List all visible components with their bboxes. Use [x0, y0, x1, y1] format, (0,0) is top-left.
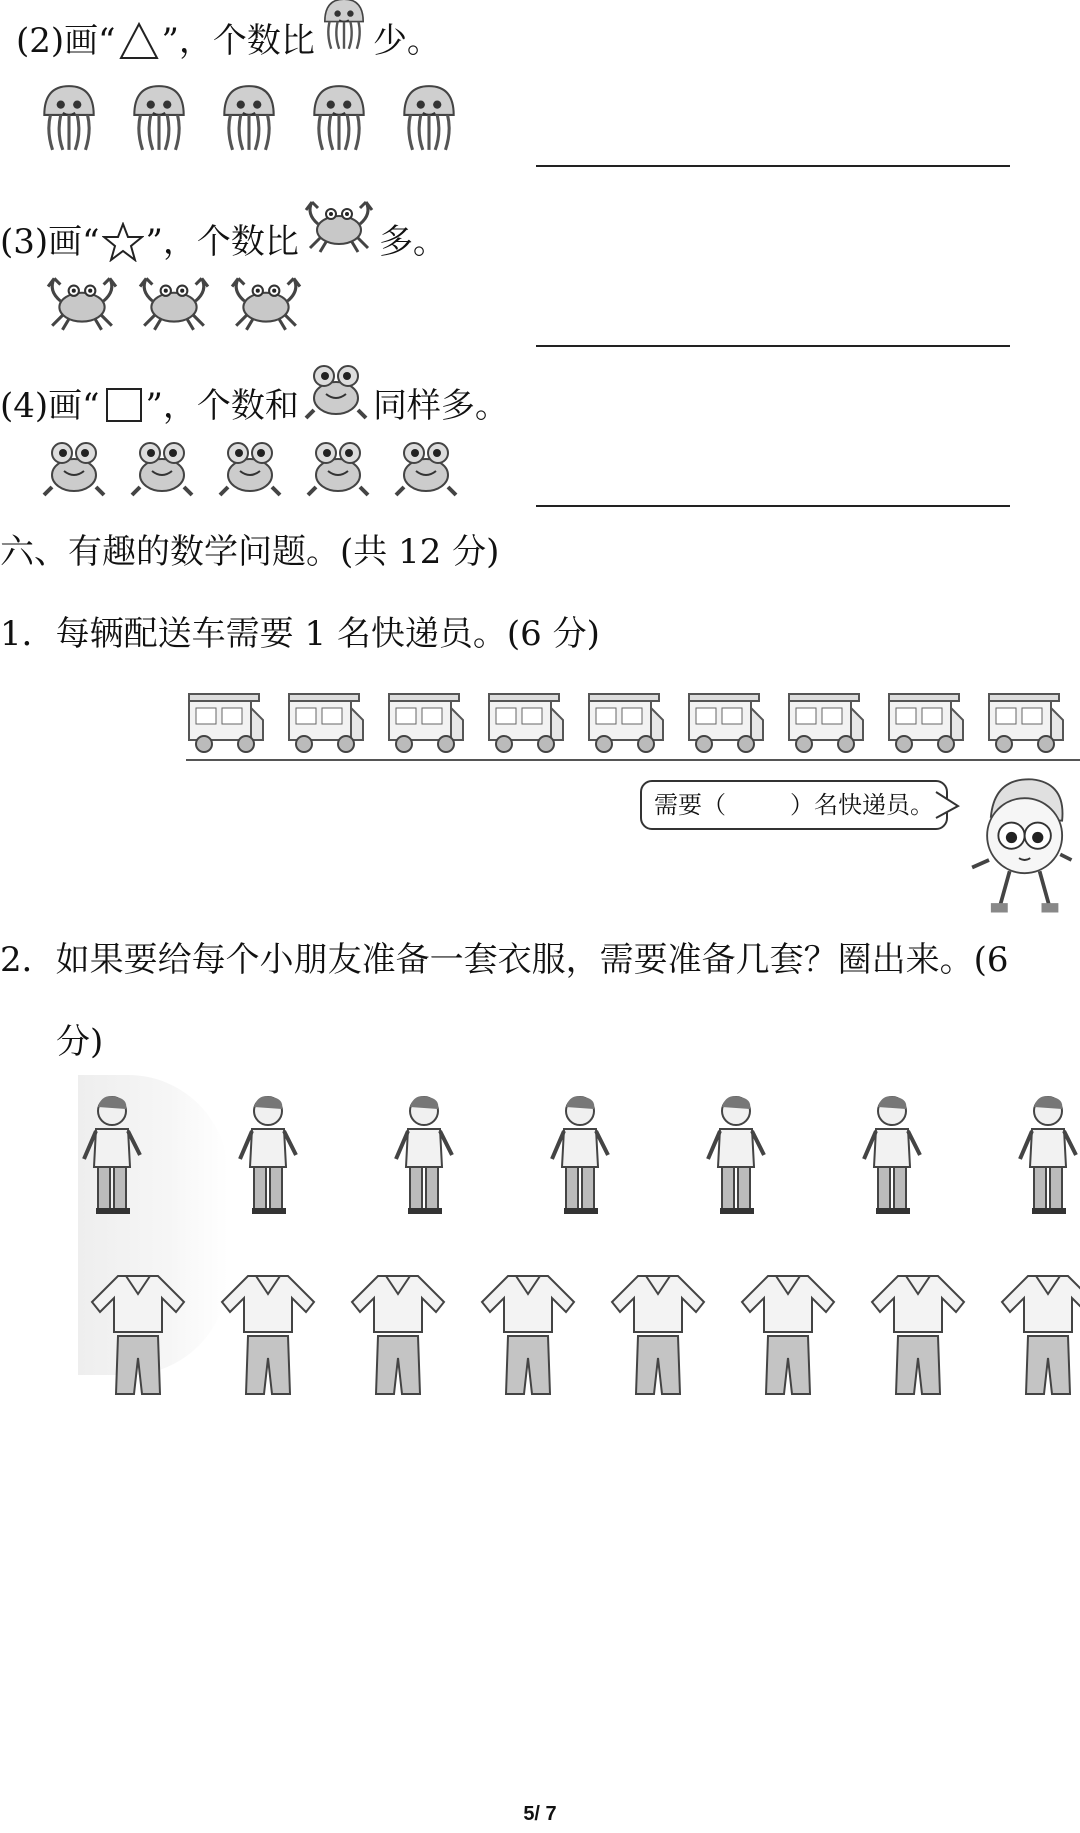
question-3-middle: ”，个数比 — [145, 221, 299, 262]
square-outline-icon — [102, 386, 144, 426]
child-figure-icon — [1018, 1088, 1078, 1228]
frog-icon — [394, 436, 458, 498]
question-2-label: (2)画“ — [16, 20, 116, 61]
delivery-truck-icon — [986, 686, 1066, 760]
speech-bubble-after: ）名快递员。 — [790, 791, 934, 819]
page-number: 5/ 7 — [523, 1803, 557, 1825]
jellyfish-icon — [218, 82, 280, 154]
child-figure-icon — [862, 1088, 922, 1228]
frog-icon — [306, 436, 370, 498]
frog-icon — [303, 380, 369, 431]
speech-bubble — [640, 780, 948, 830]
frog-row — [42, 436, 458, 498]
answer-line[interactable] — [536, 345, 1010, 347]
delivery-truck-icon — [186, 686, 266, 760]
crab-icon — [138, 270, 210, 332]
question-4 — [0, 380, 509, 431]
delivery-truck-row — [186, 686, 1066, 760]
child-figure-icon — [82, 1088, 142, 1228]
question-4-middle: ”，个数和 — [145, 385, 299, 426]
delivery-truck-icon — [386, 686, 466, 760]
clothes-set-icon[interactable] — [738, 1268, 838, 1398]
triangle-outline-icon — [118, 21, 160, 61]
frog-icon — [42, 436, 106, 498]
question-3-end: 多。 — [378, 221, 447, 262]
question-2-middle: ”，个数比 — [161, 20, 315, 61]
question-3-label: (3)画“ — [0, 221, 100, 262]
question-4-label: (4)画“ — [0, 385, 100, 426]
answer-line[interactable] — [536, 505, 1010, 507]
section-6-title: 六、有趣的数学问题。(共 12 分) — [0, 532, 500, 572]
speech-bubble-tail — [934, 790, 960, 820]
crab-row — [46, 270, 302, 332]
clothes-set-icon[interactable] — [88, 1268, 188, 1398]
clothes-set-icon[interactable] — [998, 1268, 1080, 1398]
question-2 — [16, 18, 441, 63]
children-row — [82, 1088, 1078, 1228]
jellyfish-icon — [308, 82, 370, 154]
delivery-truck-icon — [786, 686, 866, 760]
crab-icon — [46, 270, 118, 332]
delivery-truck-icon — [486, 686, 566, 760]
speech-bubble-before: 需要（ — [654, 791, 726, 819]
child-figure-icon — [706, 1088, 766, 1228]
clothes-set-icon[interactable] — [868, 1268, 968, 1398]
problem-2-text-line2: 分) — [56, 1022, 104, 1062]
jellyfish-icon — [398, 82, 460, 154]
crab-icon — [230, 270, 302, 332]
crab-icon — [303, 218, 375, 265]
question-3 — [0, 218, 447, 265]
clothes-row — [88, 1268, 1080, 1398]
frog-icon — [218, 436, 282, 498]
clothes-set-icon[interactable] — [608, 1268, 708, 1398]
frog-icon — [130, 436, 194, 498]
problem-2-text-line1: 2．如果要给每个小朋友准备一套衣服，需要准备几套？圈出来。(6 — [0, 940, 1009, 980]
clothes-set-icon[interactable] — [478, 1268, 578, 1398]
delivery-truck-icon — [286, 686, 366, 760]
mascot-icon — [960, 770, 1078, 920]
clothes-set-icon[interactable] — [218, 1268, 318, 1398]
question-4-end: 同样多。 — [372, 385, 509, 426]
jellyfish-row — [38, 82, 460, 154]
question-2-end: 少。 — [372, 20, 441, 61]
jellyfish-icon — [319, 18, 369, 63]
child-figure-icon — [394, 1088, 454, 1228]
child-figure-icon — [550, 1088, 610, 1228]
jellyfish-icon — [38, 82, 100, 154]
delivery-truck-icon — [686, 686, 766, 760]
answer-line[interactable] — [536, 165, 1010, 167]
problem-1-text: 1．每辆配送车需要 1 名快递员。(6 分) — [0, 614, 600, 654]
delivery-truck-icon — [886, 686, 966, 760]
truck-row-baseline — [186, 759, 1080, 761]
star-outline-icon — [102, 222, 144, 262]
clothes-set-icon[interactable] — [348, 1268, 448, 1398]
delivery-truck-icon — [586, 686, 666, 760]
jellyfish-icon — [128, 82, 190, 154]
child-figure-icon — [238, 1088, 298, 1228]
